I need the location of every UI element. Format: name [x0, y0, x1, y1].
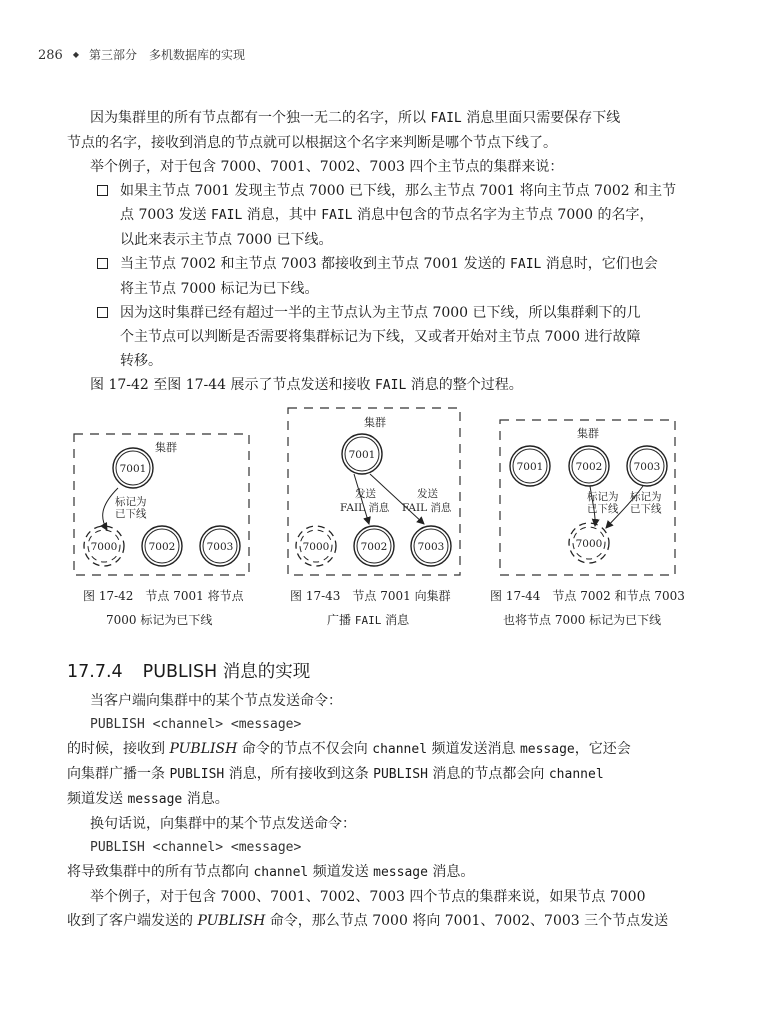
- bullet-1: 如果主节点 7001 发现主节点 7000 已下线，那么主节点 7001 将向主节点 7002 和主节 点 7003 发送 FAIL 消息，其中 FAIL 消息中包含的节点名字为主节点 7000 的名字， 以此来表示主节点 7000 已下线。: [97, 179, 676, 252]
- page-header: [38, 46, 245, 63]
- svg-text:7003: 7003: [633, 461, 661, 473]
- caption-17-44: 图 17-44 节点 7002 和节点 7003 也将节点 7000 标记为已下线: [490, 589, 685, 627]
- node-7001: [510, 446, 550, 486]
- node-7003: [411, 526, 451, 566]
- cluster-boundary: [74, 434, 249, 575]
- svg-text:7002: 7002: [148, 541, 176, 553]
- intro-block: [67, 106, 676, 398]
- caption-17-43: 图 17-43 节点 7001 向集群 广播 FAIL 消息: [290, 589, 451, 627]
- send-label-1: 发送: [355, 488, 376, 500]
- node-7001: [113, 448, 153, 488]
- node-7003: [200, 526, 240, 566]
- code-line-2: PUBLISH <channel> <message>: [90, 840, 302, 855]
- bullet-3: 因为这时集群已经有超过一半的主节点认为主节点 7000 已下线，所以集群剩下的几 个主节点可以判断是否需要将集群标记为下线，又或者开始对主节点 7000 进行故障 转移。: [97, 301, 676, 373]
- section-title-code: PUBLISH: [142, 662, 218, 682]
- mark-label-2: 已下线: [587, 503, 619, 515]
- cluster-label: 集群: [577, 427, 599, 440]
- svg-text:7001: 7001: [348, 449, 376, 461]
- figure-17-44: [500, 420, 675, 575]
- mark-label-1: 标记为: [587, 491, 619, 503]
- mark-label-1: 标记为: [115, 496, 147, 508]
- cluster-label: 集群: [155, 441, 177, 454]
- svg-text:7000: 7000: [575, 538, 603, 550]
- mark2-label-1: 标记为: [630, 491, 662, 503]
- node-7000-down: [84, 526, 124, 566]
- send2-label-2: FAIL 消息: [402, 502, 452, 514]
- checkbox-bullet-icon: [97, 185, 108, 196]
- sentence-5: 换句话说，向集群中的某个节点发送命令：: [90, 816, 356, 832]
- figure-17-42: [74, 434, 249, 575]
- paragraph-2: 举个例子，对于包含 7000、7001、7002、7003 四个主节点的集群来说：: [90, 159, 564, 175]
- svg-text:7003: 7003: [417, 541, 445, 553]
- section-title-text: 消息的实现: [217, 662, 311, 682]
- node-7000-down: [296, 526, 336, 566]
- svg-text:7003: 7003: [206, 541, 234, 553]
- code-line-1: PUBLISH <channel> <message>: [90, 717, 302, 732]
- section-heading: [67, 658, 310, 683]
- node-7003: [627, 446, 667, 486]
- sentence-4: 频道发送 message 消息。: [67, 791, 229, 807]
- sentence-1: 当客户端向集群中的某个节点发送命令：: [90, 693, 342, 709]
- cluster-label: 集群: [364, 416, 386, 429]
- node-7002: [354, 526, 394, 566]
- svg-text:7001: 7001: [516, 461, 544, 473]
- mark2-label-2: 已下线: [630, 503, 662, 515]
- svg-text:7002: 7002: [575, 461, 603, 473]
- checkbox-bullet-icon: [97, 258, 108, 269]
- sentence-6: 将导致集群中的所有节点都向 channel 频道发送 message 消息。: [67, 864, 475, 880]
- page-number: 286: [38, 48, 63, 63]
- paragraph-1-line-2: 节点的名字，接收到消息的节点就可以根据这个名字来判断是哪个节点下线了。: [67, 135, 557, 151]
- node-7001: [342, 434, 382, 474]
- node-7002: [142, 526, 182, 566]
- send-label-2: FAIL 消息: [340, 502, 390, 514]
- diamond-separator: ◆: [72, 50, 79, 59]
- figures-diagram: [0, 400, 775, 585]
- sentence-8: 收到了客户端发送的 PUBLISH 命令，那么节点 7000 将向 7001、7002、7003 三个节点发送: [67, 913, 669, 929]
- part-title: 第三部分 多机数据库的实现: [88, 48, 245, 62]
- send-arrow-2: [370, 474, 424, 524]
- paragraph-3: 图 17-42 至图 17-44 展示了节点发送和接收 FAIL 消息的整个过程。: [90, 377, 523, 393]
- figure-17-43: [288, 408, 460, 575]
- node-7002: [569, 446, 609, 486]
- svg-text:7000: 7000: [302, 541, 330, 553]
- node-7000-down: [569, 523, 609, 563]
- mark-label-2: 已下线: [115, 508, 147, 520]
- paragraph-1: 因为集群里的所有节点都有一个独一无二的名字，所以 FAIL 消息里面只需要保存下线: [90, 110, 621, 126]
- sentence-2: 的时候，接收到 PUBLISH 命令的节点不仅会向 channel 频道发送消息 message，它还会: [67, 741, 631, 757]
- caption-17-42: 图 17-42 节点 7001 将节点 7000 标记为已下线: [83, 589, 244, 627]
- svg-text:7001: 7001: [119, 463, 147, 475]
- send2-label-1: 发送: [417, 488, 438, 500]
- svg-text:7002: 7002: [360, 541, 388, 553]
- section-body: [67, 689, 668, 933]
- bullet-2: 当主节点 7002 和主节点 7003 都接收到主节点 7001 发送的 FAIL 消息时，它们也会 将主节点 7000 标记为已下线。: [97, 252, 676, 301]
- svg-text:7000: 7000: [90, 541, 118, 553]
- sentence-3: 向集群广播一条 PUBLISH 消息，所有接收到这条 PUBLISH 消息的节点都会向 channel: [67, 766, 604, 782]
- checkbox-bullet-icon: [97, 307, 108, 318]
- sentence-7: 举个例子，对于包含 7000、7001、7002、7003 四个节点的集群来说，如果节点 7000: [90, 889, 646, 905]
- section-number: 17.7.4: [67, 662, 123, 682]
